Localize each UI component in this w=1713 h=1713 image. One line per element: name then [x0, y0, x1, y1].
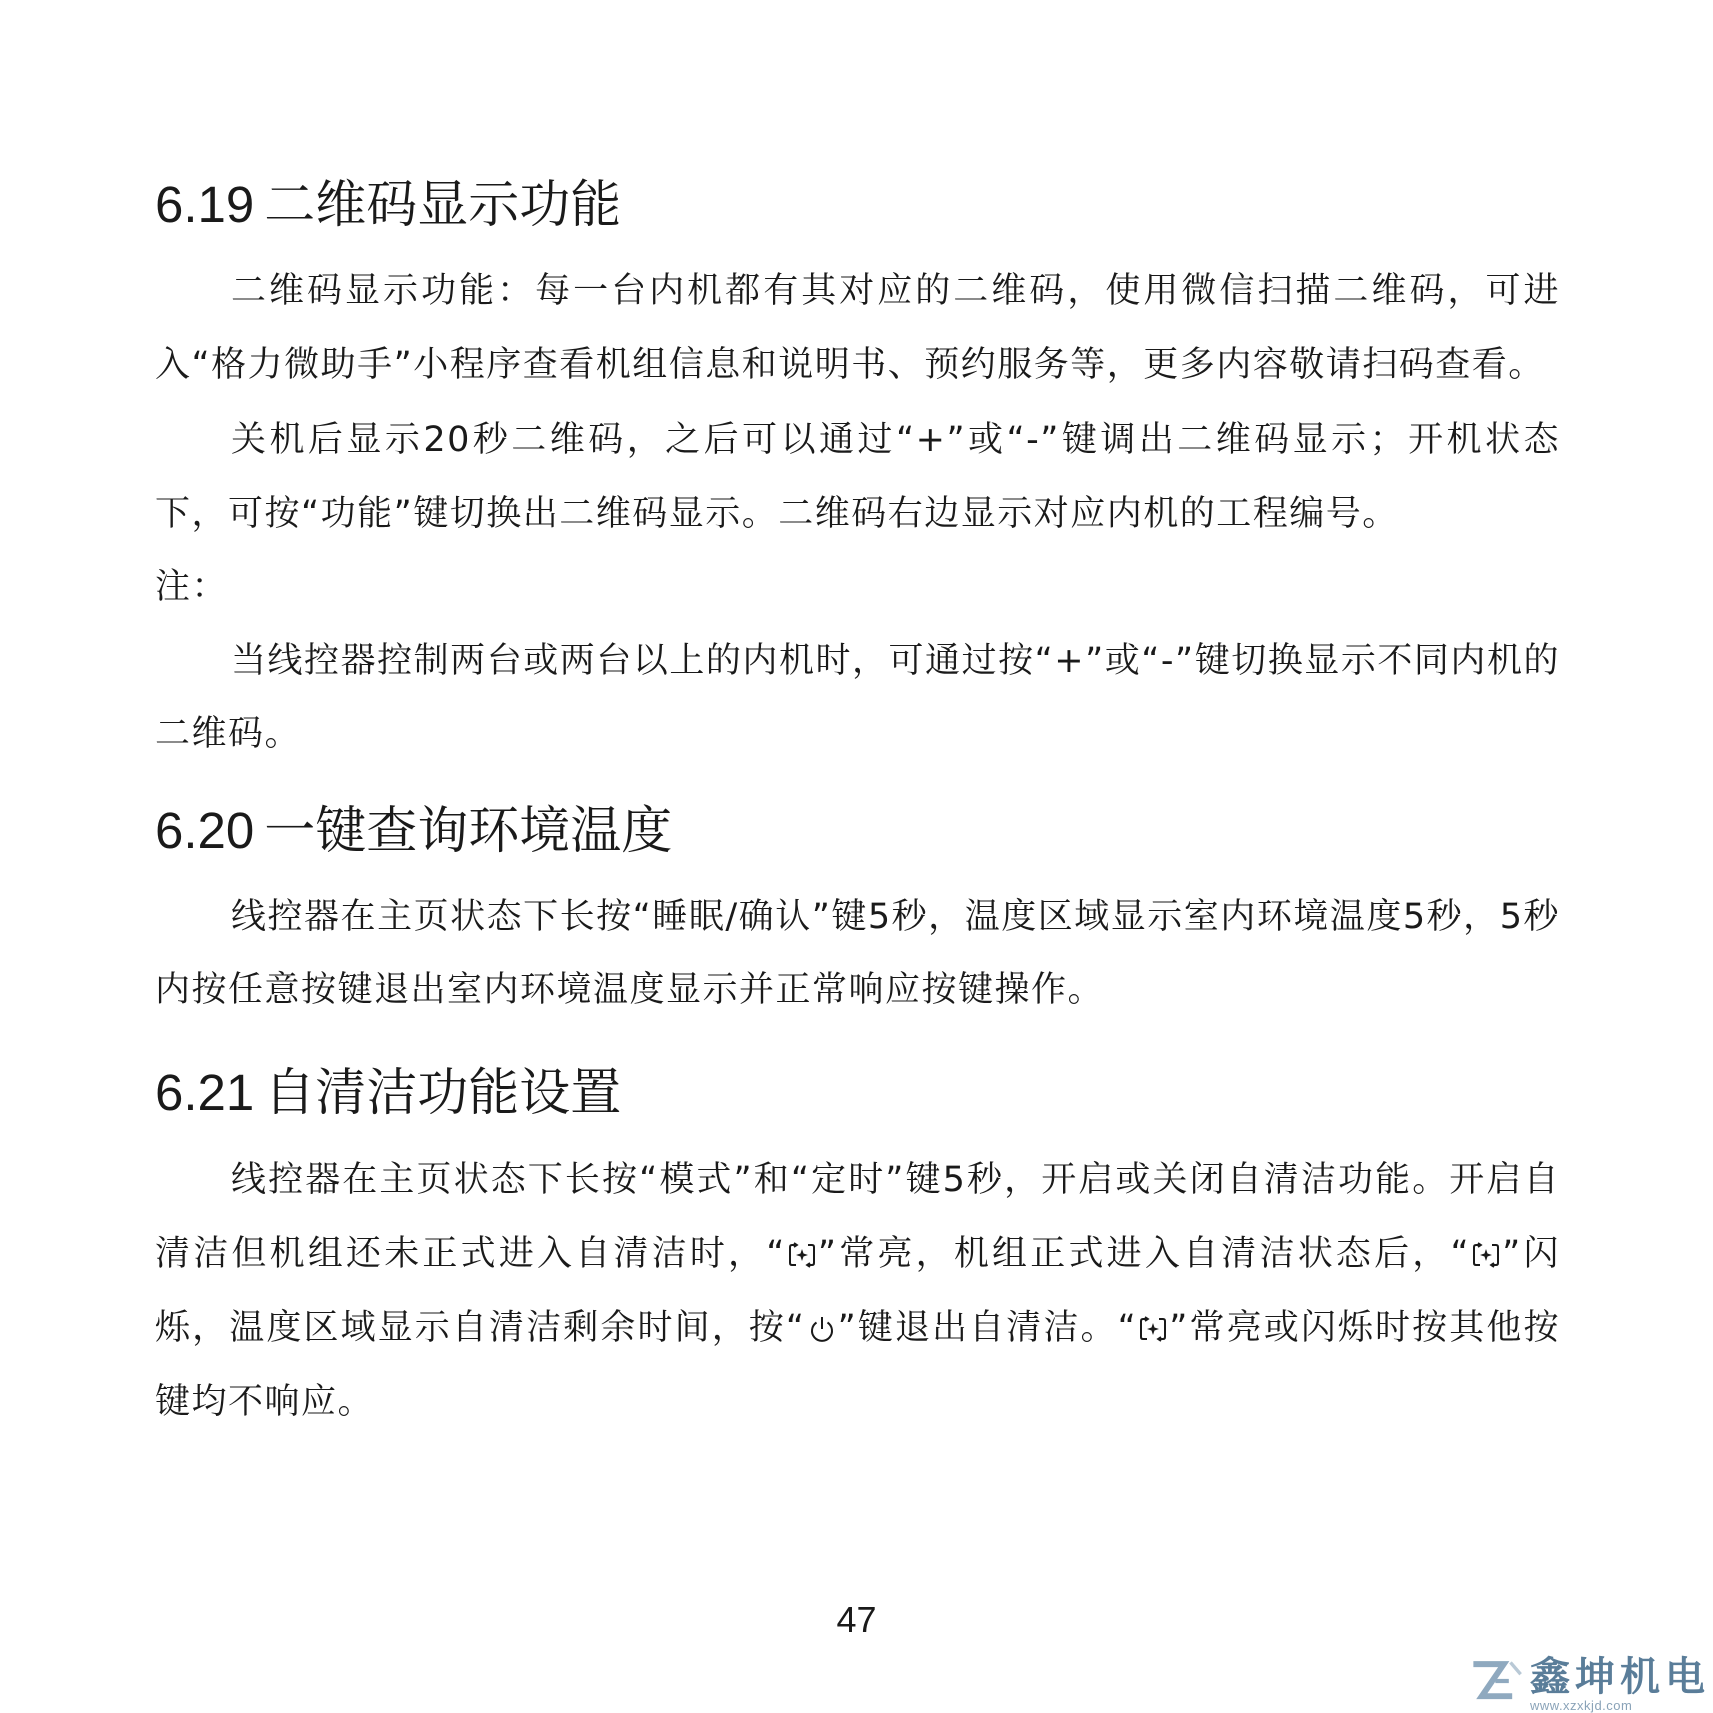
section-heading-6-19 [155, 170, 1560, 241]
section-heading-6-20 [155, 796, 1560, 867]
self-clean-icon [1471, 1240, 1501, 1270]
note-label: 注： [155, 567, 229, 607]
paragraph [155, 1143, 1560, 1439]
text-run: ”常亮，机组正式进入自清洁状态后，“ [817, 1233, 1471, 1274]
text-run: 线控器在主页状态下长按“模式”和“定时”键5秒，开启或关闭自清洁功能。开启自清洁但机组还未正式进入自清洁时，“ [155, 1159, 1560, 1274]
self-clean-icon [787, 1240, 817, 1270]
section-heading-6-21 [155, 1058, 1560, 1129]
power-icon [807, 1314, 837, 1344]
text-run: ”闪烁，温度区域显示自清洁剩余时间，按“ [155, 1233, 1560, 1348]
section-title: 自清洁功能设置 [264, 1063, 622, 1123]
paragraph: 线控器在主页状态下长按“睡眠/确认”键5秒，温度区域显示室内环境温度5秒，5秒内按任意按键退出室内环境温度显示并正常响应按键操作。 [155, 896, 1560, 1010]
watermark-url: www.xzxkjd.com [1530, 1698, 1633, 1713]
section-number: 6.21 [155, 1063, 255, 1121]
watermark [1470, 1655, 1710, 1713]
text-run: ”常亮或闪烁时按其他按键均不响应。 [155, 1307, 1560, 1422]
text-run: ”键退出自清洁。“ [837, 1307, 1138, 1348]
section-number: 6.19 [155, 176, 255, 233]
page-number: 47 [836, 1599, 877, 1640]
document-page [155, 170, 1560, 1439]
self-clean-icon [1138, 1314, 1168, 1344]
watermark-logo-icon [1470, 1655, 1524, 1707]
watermark-name: 鑫坤机电 [1530, 1654, 1710, 1700]
section-title: 二维码显示功能 [264, 176, 622, 235]
paragraph: 二维码显示功能：每一台内机都有其对应的二维码，使用微信扫描二维码，可进入“格力微助手”小程序查看机组信息和说明书、预约服务等，更多内容敬请扫码查看。 [155, 271, 1560, 385]
paragraph: 关机后显示20秒二维码，之后可以通过“+”或“-”键调出二维码显示；开机状态下，可按“功能”键切换出二维码显示。二维码右边显示对应内机的工程编号。 [155, 420, 1560, 534]
section-title: 一键查询环境温度 [264, 801, 673, 861]
section-number: 6.20 [155, 801, 255, 859]
note-text: 当线控器控制两台或两台以上的内机时，可通过按“+”或“-”键切换显示不同内机的二维码。 [155, 640, 1560, 754]
